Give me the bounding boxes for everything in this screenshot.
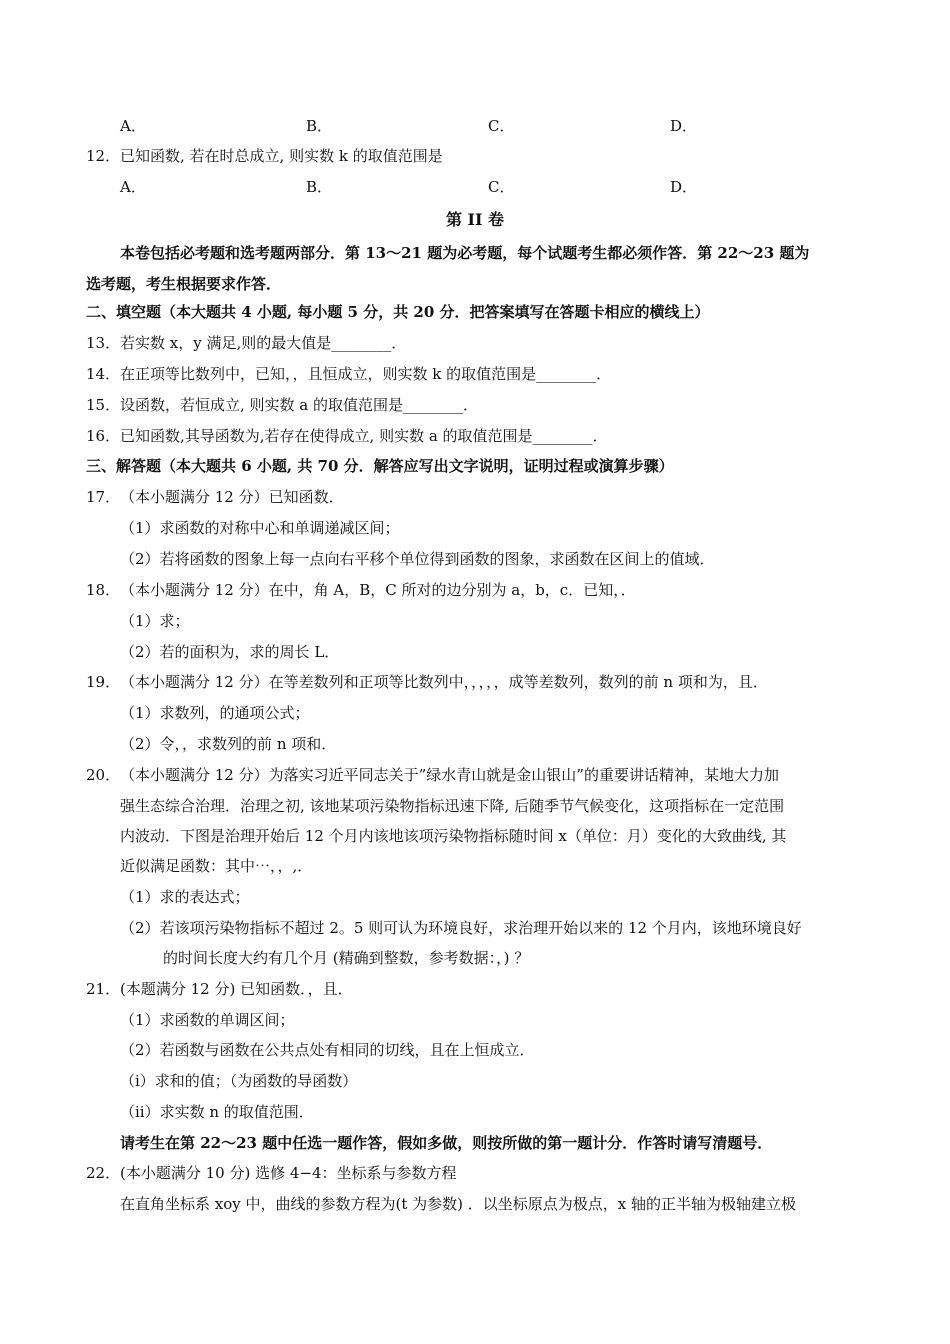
q12-number: 12． [86, 147, 121, 165]
q11-option-a: A． [120, 117, 146, 135]
q18-number: 18． [86, 581, 121, 599]
q12-option-c: C． [488, 178, 515, 196]
q19-part2: （2）令，，求数列的前 n 项和． [120, 735, 337, 753]
choice-note: 请考生在第 22～23 题中任选一题作答，假如多做，则按所做的第一题计分．作答时请写清题号． [120, 1134, 773, 1152]
q13-text: 若实数 x，y 满足,则的最大值是________． [120, 334, 407, 352]
q21-part2: （2）若函数与函数在公共点处有相同的切线，且在上恒成立． [120, 1041, 535, 1059]
q12-text: 已知函数, 若在时总成立, 则实数 k 的取值范围是 [120, 147, 443, 165]
q20-number: 20． [86, 766, 121, 784]
q16-number: 16． [86, 427, 121, 445]
q20-part2-line1: （2）若该项污染物指标不超过 2。5 则可认为环境良好，求治理开始以来的 12 个月内，该地环境良好 [120, 919, 802, 937]
q15-number: 15． [86, 396, 121, 414]
q18-part1: （1）求； [120, 612, 190, 630]
q11-option-c: C． [488, 117, 515, 135]
q14-text: 在正项等比数列中，已知，，且恒成立，则实数 k 的取值范围是________． [120, 365, 612, 383]
q17-text: （本小题满分 12 分）已知函数． [120, 488, 344, 506]
q22-number: 22． [86, 1164, 121, 1182]
q12-option-a: A． [120, 178, 146, 196]
q17-part2: （2）若将函数的图象上每一点向右平移个单位得到函数的图象，求函数在区间上的值域． [120, 550, 715, 568]
fill-in-header: 二、填空题（本大题共 4 小题, 每小题 5 分，共 20 分．把答案填写在答题卡相应的横线上） [86, 303, 710, 321]
q20-part1: （1）求的表达式； [120, 888, 250, 906]
q21-part2-i: （i）求和的值；（为函数的导函数） [120, 1072, 358, 1090]
q19-part1: （1）求数列，的通项公式； [120, 704, 310, 722]
q22-line2: 在直角坐标系 xoy 中，曲线的参数方程为(t 为参数) ．以坐标原点为极点，x 轴的正半轴为极轴建立极 [120, 1195, 797, 1213]
q15-text: 设函数，若恒成立, 则实数 a 的取值范围是________． [120, 396, 479, 414]
q17-number: 17． [86, 488, 121, 506]
q20-line2: 强生态综合治理．治理之初, 该地某项污染物指标迅速下降, 后随季节气候变化，这项指标在一定范围 [120, 797, 785, 815]
section-title: 第 II 卷 [445, 210, 505, 229]
q21-number: 21． [86, 980, 121, 998]
q20-line3: 内波动．下图是治理开始后 12 个月内该地该项污染物指标随时间 x（单位：月）变化的大致曲线, 其 [120, 827, 787, 845]
q20-line1: （本小题满分 12 分）为落实习近平同志关于”绿水青山就是金山银山”的重要讲话精神，某地大力加 [120, 766, 779, 784]
section-intro-line1: 本卷包括必考题和选考题两部分．第 13～21 题为必考题，每个试题考生都必须作答．第 22～23 题为 [120, 244, 810, 262]
q18-text: （本小题满分 12 分）在中，角 A，B，C 所对的边分别为 a，b，c．已知，． [120, 581, 636, 599]
q17-part1: （1）求函数的对称中心和单调递减区间； [120, 519, 400, 537]
q12-option-b: B． [306, 178, 333, 196]
q21-part2-ii: （ii）求实数 n 的取值范围． [120, 1103, 314, 1121]
q20-part2-line2: 的时间长度大约有几个月 (精确到整数，参考数据：，) ？ [163, 949, 530, 967]
q14-number: 14． [86, 365, 121, 383]
q19-text: （本小题满分 12 分）在等差数列和正项等比数列中，，，，，成等差数列，数列的前 n 项和为，且． [120, 673, 768, 691]
q20-line4: 近似满足函数：其中⋯，，,． [120, 857, 313, 875]
q11-option-d: D． [670, 117, 698, 135]
q13-number: 13． [86, 334, 121, 352]
q22-text: (本小题满分 10 分) 选修 4−4：坐标系与参数方程 [120, 1164, 457, 1182]
q12-option-d: D． [670, 178, 698, 196]
q21-text: (本题满分 12 分) 已知函数．，且． [120, 980, 353, 998]
q18-part2: （2）若的面积为，求的周长 L． [120, 643, 340, 661]
solve-header: 三、解答题（本大题共 6 小题, 共 70 分．解答应写出文字说明，证明过程或演算步骤） [86, 457, 674, 475]
q16-text: 已知函数,其导函数为,若存在使得成立, 则实数 a 的取值范围是________． [120, 427, 608, 445]
section-intro-line2: 选考题，考生根据要求作答． [86, 275, 282, 293]
q11-option-b: B． [306, 117, 333, 135]
q21-part1: （1）求函数的单调区间； [120, 1011, 295, 1029]
q19-number: 19． [86, 673, 121, 691]
